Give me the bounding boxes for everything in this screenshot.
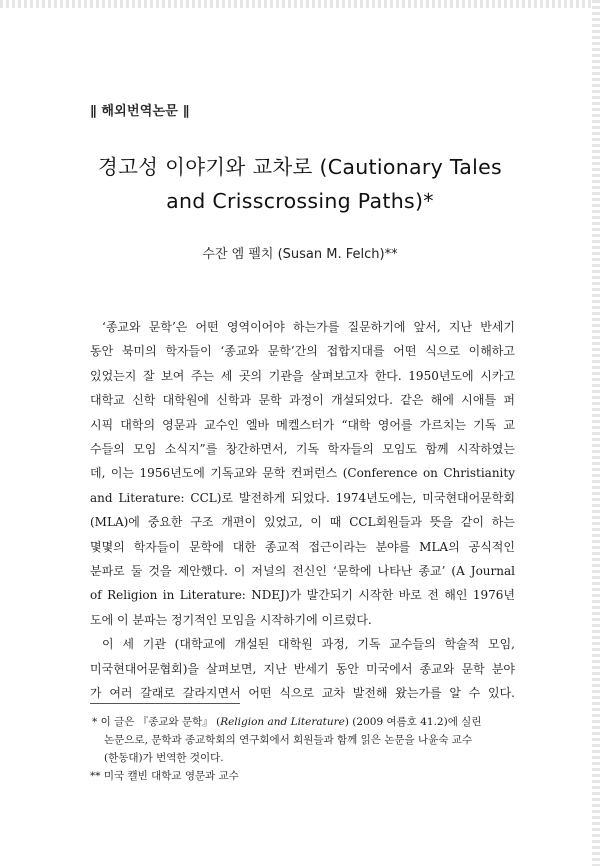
body-line: 시픽 대학의 영문과 교수인 엘바 메켈스터가 “대학 영어를 가르치는 기독 교 xyxy=(90,417,515,432)
body-line: 데, 이는 1956년도에 기독교와 문학 컨퍼런스 (Conference on Christianity xyxy=(90,466,515,481)
body-line: 몇몇의 학자들이 문학에 대한 종교적 접근이라는 분야를 MLA의 공식적인 xyxy=(90,539,515,554)
title-line-2: and Crisscrossing Paths)* xyxy=(166,189,434,213)
footnote-1-prefix: * 이 글은 『종교와 문학』 ( xyxy=(92,716,221,728)
footnote-1-line-3: (한동대)가 번역한 것이다. xyxy=(104,752,224,764)
author-line: 수잔 엠 펠치 (Susan M. Felch)** xyxy=(202,247,398,262)
footnote-1-line-2: 논문으로, 문학과 종교학회의 연구회에서 회원들과 함께 읽은 논문을 나윤숙 교수 xyxy=(104,734,473,746)
body-line: 대학교 신학 대학원에 신학과 문학 과정이 개설되었다. 같은 해에 시애틀 퍼 xyxy=(90,393,515,408)
paper-title xyxy=(60,150,540,218)
body-line: 도에 이 분파는 정기적인 모임을 시작하기에 이르렀다. xyxy=(90,612,372,627)
body-line: ‘종교와 문학’은 어떤 영역이어야 하는가를 질문하기에 앞서, 지난 반세기 xyxy=(102,320,515,334)
footnote-divider xyxy=(90,703,240,704)
footnote-1-suffix: ) (2009 여름호 41.2)에 실린 xyxy=(344,716,482,728)
body-line: 분파로 둘 것을 제안했다. 이 저널의 전신인 ‘문학에 나타난 종교’ (A Journal xyxy=(90,564,515,579)
footnote-1-line-1 xyxy=(90,713,515,731)
body-line: of Religion in Literature: NDEJ)가 발간되기 시작한 바로 전 해인 1976년 xyxy=(90,588,515,603)
body-line: 미국현대어문협회)을 살펴보면, 지난 반세기 동안 미국에서 종교와 문학 분야 xyxy=(90,661,515,676)
body-line: 가 여러 갈래로 갈라지면서 어떤 식으로 교차 발전해 왔는가를 알 수 있다. xyxy=(90,686,515,701)
body-paragraphs xyxy=(90,315,515,706)
footnote-2: ** 미국 캘빈 대학교 영문과 교수 xyxy=(90,770,239,782)
title-line-1: 경고성 이야기와 교차로 (Cautionary Tales xyxy=(97,155,503,179)
body-line: (MLA)에 중요한 구조 개편이 있었고, 이 때 CCL회원들과 뜻을 같이 하는 xyxy=(90,515,515,530)
scan-border-top xyxy=(0,0,600,8)
body-line: 동안 북미의 학자들이 ‘종교와 문학’간의 접합지대를 어떤 식으로 이해하고 xyxy=(90,344,515,359)
body-line: 이 세 기관 (대학교에 개설된 대학원 과정, 기독 교수들의 학술적 모임, xyxy=(102,637,515,652)
scan-border-right xyxy=(592,0,600,866)
section-label: ∥ 해외번역논문 ∥ xyxy=(90,104,190,119)
footnote-1-journal-title: Religion and Literature xyxy=(220,716,345,728)
body-line: 있었는지 잘 보여 주는 세 곳의 기관을 살펴보고자 한다. 1950년도에 시카고 xyxy=(90,368,515,383)
body-line: 수들의 모임 소식지”를 창간하면서, 기독 학자들의 모임도 함께 시작하였는 xyxy=(90,442,515,457)
body-line: and Literature: CCL)로 발전하게 되었다. 1974년도에는, 미국현대어문학회 xyxy=(90,490,515,505)
footnotes xyxy=(90,713,515,785)
